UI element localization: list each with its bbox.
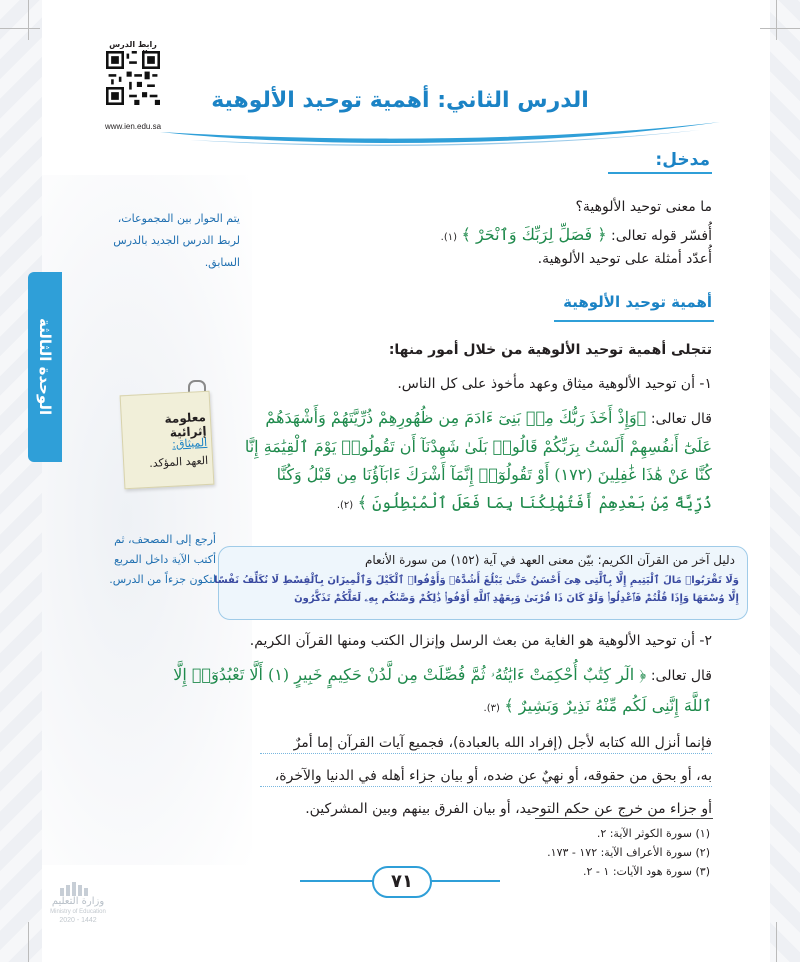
point-1-verse-block: قال تعالى: ﴿وَإِذْ أَخَذَ رَبُّكَ مِنۢ بَنِىٓ ءَادَمَ مِن ظُهُورِهِمْ ذُرِّيَّتَهُمْ وَأَشْهَدَهُمْ عَلَىٰٓ أَنفُسِهِمْ أَلَسْتُ بِرَبِّكُمْ قَالُوا۟ بَلَىٰ شَهِدْنَآ أَن تَقُولُوا۟ يَوْمَ ٱلْقِيَٰمَةِ إِنَّا كُنَّا عَنْ هَٰذَا غَٰفِلِينَ (١٧٢) أَوْ تَقُولُوٓا۟ إِنَّمَآ أَشْرَكَ ءَابَآؤُنَا مِن قَبْلُ وَكُنَّا ذُرِّيَّةً مِّنۢ بَعْدِهِمْ أَفَتُهْلِكُنَا بِمَا فَعَلَ ٱلْمُبْطِلُونَ ﴾ (٢). bbox=[244, 408, 712, 512]
crop-mark bbox=[776, 0, 777, 40]
section-lead: تتجلى أهمية توحيد الألوهية من خلال أمور منها: bbox=[388, 342, 712, 358]
side-note-discussion: يتم الحوار بين المجموعات، لربط الدرس الجديد بالدرس السابق. bbox=[113, 212, 240, 269]
verse-kawthar: ﴿ فَصَلِّ لِرَبِّكَ وَٱنْحَرْ ﴾ bbox=[461, 225, 607, 244]
side-note-mushaf: أرجع إلى المصحف، ثم أكتب الآية داخل المربع لتكون جزءاً من الدرس. bbox=[109, 533, 216, 586]
section-underline bbox=[554, 320, 714, 322]
point-2-verse-block: قال تعالى: ﴿ الٓر كِتَٰبٌ أُحْكِمَتْ ءَايَٰتُهُۥ ثُمَّ فُصِّلَتْ مِن لَّدُنْ حَكِيمٍ خَبِيرٍ (١) أَلَّا تَعْبُدُوٓا۟ إِلَّا ٱللَّهَ إِنَّنِى لَكُم مِّنْهُ نَذِيرٌ وَبَشِيرٌ ﴾ (٣). bbox=[173, 665, 712, 715]
page-number: ٧١ bbox=[372, 866, 432, 898]
point-2: ٢- أن توحيد الألوهية هو الغاية من بعث الرسل وإنزال الكتب ومنها القرآن الكريم. bbox=[249, 633, 712, 649]
crop-mark bbox=[28, 922, 29, 962]
ministry-logo-icon bbox=[58, 882, 98, 896]
right-pattern-border bbox=[770, 0, 800, 962]
dotted-rule bbox=[260, 752, 712, 754]
intro-heading: مدخل: bbox=[655, 150, 710, 170]
qr-code-icon[interactable] bbox=[106, 51, 160, 105]
qr-url[interactable]: www.ien.edu.sa bbox=[104, 122, 162, 131]
unit-tab: الوحدة الثالثة bbox=[28, 272, 62, 462]
qr-block[interactable] bbox=[98, 40, 168, 138]
crop-mark bbox=[28, 0, 29, 40]
info-note-card: معلومة إثرائية الميثاق: العهد المؤكد. bbox=[120, 391, 215, 490]
footnotes: (١) سورة الكوثر الآية: ٢. (٢) سورة الأعراف الآية: ١٧٢ - ١٧٣. (٣) سورة هود الآيات: ١ - ٢. bbox=[547, 827, 710, 878]
section-heading: أهمية توحيد الألوهية bbox=[563, 293, 712, 311]
lesson-title: الدرس الثاني: أهمية توحيد الألوهية bbox=[211, 88, 589, 113]
evidence-box[interactable] bbox=[214, 546, 748, 620]
intro-examples: أُعدّد أمثلة على توحيد الألوهية. bbox=[537, 251, 712, 267]
left-pattern-border bbox=[0, 0, 42, 962]
point-1: ١- أن توحيد الألوهية ميثاق وعهد مأخوذ على كل الناس. bbox=[397, 376, 712, 392]
intro-underline bbox=[608, 172, 712, 174]
explanation-paragraph: فإنما أنزل الله كتابه لأجل (إفراد الله بالعبادة)، فجميع آيات القرآن إما أمرٌ به، أو بحق من حقوقه، أو نهيٌ عن ضده، أو بيان جزاء أهله في الدنيا والآخرة، أو جزاء من خرج عن حكم التوحيد، أو بيان الفرق بينهم وبين المشركين. bbox=[274, 735, 712, 817]
crop-mark bbox=[760, 28, 800, 29]
footnote-rule bbox=[535, 818, 713, 819]
ministry-logo: وزارة التعليم Ministry of Education 2020 - 1442 bbox=[38, 882, 118, 928]
evidence-verse-line: إِلَّا وُسْعَهَا وَإِذَا قُلْتُمْ فَٱعْدِلُوا۟ وَلَوْ كَانَ ذَا قُرْبَىٰ وَبِعَهْدِ ٱللَّهِ أَوْفُوا۟ ذَٰلِكُمْ وَصَّىٰكُم بِهِۦ لَعَلَّكُمْ تَذَكَّرُونَ bbox=[294, 593, 739, 604]
evidence-verse-line: وَلَا تَقْرَبُوا۟ مَالَ ٱلْيَتِيمِ إِلَّا بِٱلَّتِى هِىَ أَحْسَنُ حَتَّىٰ يَبْلُغَ أَشُدَّهُۥ وَأَوْفُوا۟ ٱلْكَيْلَ وَٱلْمِيزَانَ بِٱلْقِسْطِ لَا نُكَلِّفُ نَفْسًا bbox=[214, 575, 739, 586]
qr-caption: رابط الدرس bbox=[109, 40, 157, 49]
evidence-intro: دليل آخر من القرآن الكريم: بيّن معنى العهد في آية (١٥٢) من سورة الأنعام bbox=[364, 553, 735, 567]
intro-explain: أُفسّر قوله تعالى: ﴿ فَصَلِّ لِرَبِّكَ وَٱنْحَرْ ﴾ (١). bbox=[440, 225, 712, 244]
crop-mark bbox=[0, 28, 40, 29]
dotted-rule bbox=[260, 785, 712, 787]
intro-question: ما معنى توحيد الألوهية؟ bbox=[575, 199, 712, 215]
crop-mark bbox=[776, 922, 777, 962]
